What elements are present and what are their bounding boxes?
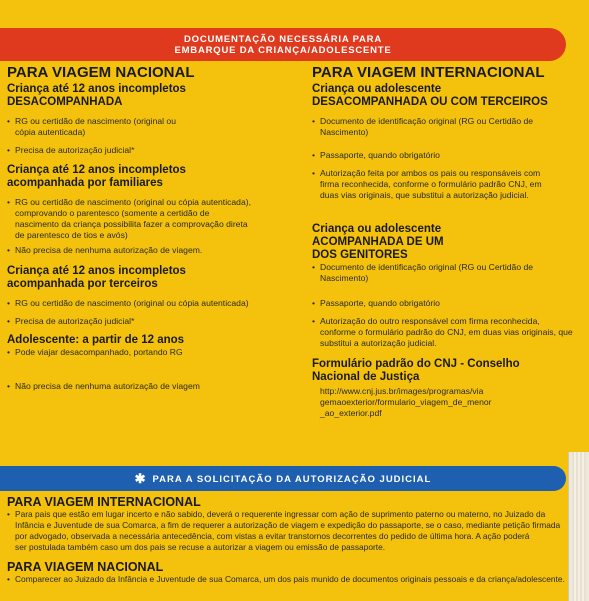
internacional-sec2-item2: • Passaporte, quando obrigatório <box>312 298 582 309</box>
internacional-sec2-heading: Criança ou adolescente ACOMPANHADA DE UM DOS GENITORES <box>312 223 444 261</box>
nacional-sec4-heading: Adolescente: a partir de 12 anos <box>7 334 185 346</box>
nacional-title: PARA VIAGEM NACIONAL <box>7 64 195 81</box>
bottom-nacional-title: PARA VIAGEM NACIONAL <box>7 560 164 574</box>
internacional-sec2-item1: • Documento de identificação original (RG ou Certidão de Nascimento) <box>312 262 582 284</box>
top-banner-line1: DOCUMENTAÇÃO NECESSÁRIA PARA <box>184 34 382 45</box>
bottom-section <box>7 495 577 585</box>
internacional-sec1-item1: • Documento de identificação original (RG ou Certidão de Nascimento) <box>312 116 582 138</box>
internacional-sec2-item3: • Autorização do outro responsável com firma reconhecida, conforme o formulário padrão do CNJ, em duas vias originais, que substitui a autorização judicial. <box>312 316 582 349</box>
internacional-sec1-heading: Criança ou adolescente DESACOMPANHADA OU COM TERCEIROS <box>312 83 548 108</box>
nacional-sec1-heading: Criança até 12 anos incompletos DESACOMPANHADA <box>7 83 186 108</box>
nacional-column <box>7 65 292 392</box>
nacional-sec3-item1: • RG ou certidão de nascimento (original ou cópia autenticada) <box>7 298 292 309</box>
internacional-title: PARA VIAGEM INTERNACIONAL <box>312 64 545 81</box>
bottom-internacional-text: • Para pais que estão em lugar incerto e não sabido, deverá o requerente ingressar com ação de suprimento paterno ou materno, no Juizado da Infância e Juventude de sua Comarca, a fim de requerer a autorização de viagem e expedição do passaporte, se o caso, mediante petição firmada por advogado, observada a necessária antecedência, com vistas a evitar transtornos decorrentes do pedido de última hora. A ação poderá ser postulada também caso um dos pais se recuse a autorizar a viagem ou emissão de passaporte. <box>7 509 577 553</box>
bottom-nacional-text: • Comparecer ao Juizado da Infância e Juventude de sua Comarca, um dos pais munido de documentos originais pessoais e da criança/adolescente. <box>7 574 577 585</box>
nacional-sec1-item2: • Precisa de autorização judicial* <box>7 145 292 156</box>
cnj-form-heading: Formulário padrão do CNJ - Conselho Nacional de Justiça <box>312 358 520 383</box>
nacional-sec3-heading: Criança até 12 anos incompletos acompanhada por terceiros <box>7 265 186 290</box>
internacional-sec1-item2: • Passaporte, quando obrigatório <box>312 150 582 161</box>
nacional-sec2-item2: • Não precisa de nenhuma autorização de viagem. <box>7 245 292 256</box>
nacional-sec1-item1: • RG ou certidão de nascimento (original ou cópia autenticada) <box>7 116 292 138</box>
asterisk-icon: ✱ <box>134 471 147 486</box>
nacional-sec2-item1: • RG ou certidão de nascimento (original ou cópia autenticada), comprovando o parentesco (somente a certidão de nascimento da criança possibilita fazer a comprovação direta de parentesco de tios e avós) <box>7 197 292 241</box>
internacional-column <box>312 65 582 419</box>
top-banner <box>0 28 566 61</box>
judicial-authorization-banner <box>0 466 566 491</box>
bottom-internacional-title: PARA VIAGEM INTERNACIONAL <box>7 495 201 509</box>
top-banner-line2: EMBARQUE DA CRIANÇA/ADOLESCENTE <box>174 45 392 56</box>
cnj-form-url[interactable]: http://www.cnj.jus.br/images/programas/via gemaoexterior/formulario_viagem_de_menor _ao_exterior.pdf <box>320 386 492 418</box>
nacional-sec4-item1: • Pode viajar desacompanhado, portando RG <box>7 347 292 358</box>
page-edge-tab <box>568 452 589 601</box>
judicial-banner-text: PARA A SOLICITAÇÃO DA AUTORIZAÇÃO JUDICIAL <box>152 474 432 485</box>
nacional-sec3-item2: • Precisa de autorização judicial* <box>7 316 292 327</box>
nacional-sec2-heading: Criança até 12 anos incompletos acompanhada por familiares <box>7 164 186 189</box>
internacional-sec1-item3: • Autorização feita por ambos os pais ou responsáveis com firma reconhecida, conforme o formulário padrão CNJ, em duas vias originais, que substitui a autorização judicial. <box>312 168 582 201</box>
nacional-sec4-item2: • Não precisa de nenhuma autorização de viagem <box>7 381 292 392</box>
